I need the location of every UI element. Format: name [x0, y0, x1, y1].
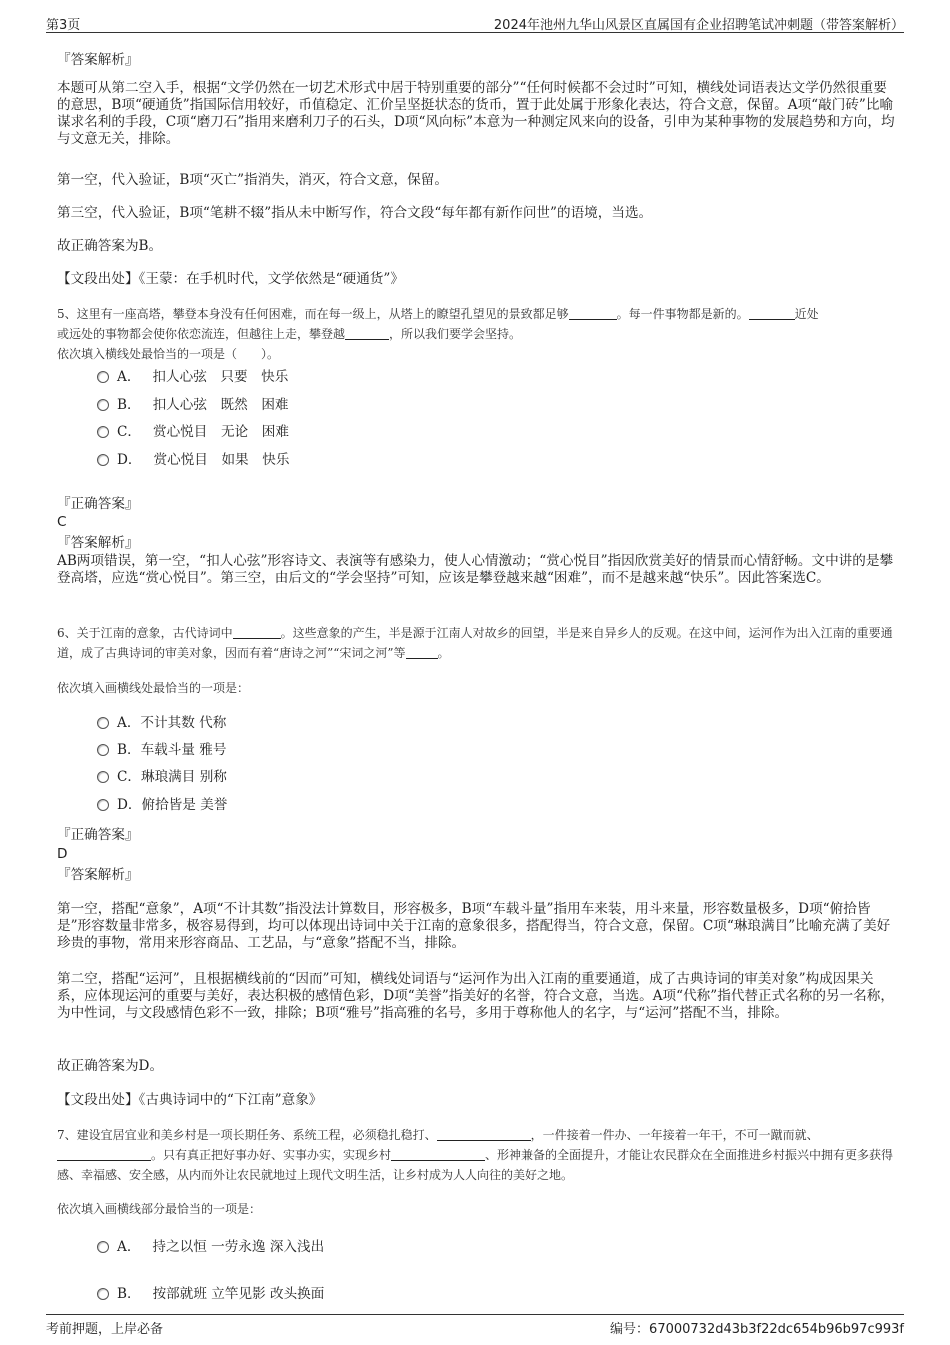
radio-icon[interactable] [97, 771, 109, 783]
radio-icon[interactable] [97, 1288, 109, 1300]
radio-icon[interactable] [97, 717, 109, 729]
q6-analysis-p2: 第二空，搭配“运河”，且根据横线前的“因而”可知，横线处词语与“运河作为出入江南的重要通道，成了古典诗词的审美对象”构成因果关系，应体现运河的重要与美好，表达积极的感情色彩，D项“美誉”指美好的名誉，符合文意，当选。A项“代称”指代替正式名称的另一名称，为中性词，与文段感情色彩不一致，排除；B项“雅号”指高雅的名号，多用于尊称他人的名字，与“运河”搭配不当，排除。 [57, 971, 894, 1021]
q6-source: 【文段出处】《古典诗词中的“下江南”意象》 [57, 1092, 323, 1108]
q7-option-a[interactable]: A． 持之以恒 一劳永逸 深入浅出 [97, 1238, 324, 1256]
radio-icon[interactable] [97, 1241, 109, 1253]
q5-stem: 5、这里有一座高塔，攀登本身没有任何困难，而在每一级上，从塔上的瞭望孔望见的景致都足够 。每一件事物都是新的。 近处 或远处的事物都会使你依恋流连，但越往上走，攀登越 ，所以我们要学会坚持。 依次填入横线处最恰当的一项是（ ）。 [57, 307, 819, 361]
q6-stem: 6、关于江南的意象，古代诗词中 。这些意象的产生，半是源于江南人对故乡的回望，半是来自异乡人的反观。在这中间，运河作为出入江南的重要通道，成了古典诗词的审美对象，因而有着“唐诗之河”“宋词之河”等 。 [57, 626, 893, 660]
q4-analysis-p2: 第一空，代入验证，B项“灭亡”指消失，消灭，符合文意，保留。 [57, 172, 448, 188]
q4-analysis-p3: 第三空，代入验证，B项“笔耕不辍”指从未中断写作，符合文段“每年都有新作问世”的语境，当选。 [57, 205, 653, 221]
q4-analysis-p4: 故正确答案为B。 [57, 238, 163, 254]
page-header [46, 10, 904, 33]
radio-icon[interactable] [97, 454, 109, 466]
q5-answer: C [57, 514, 67, 530]
q7-stem: 7、建设宜居宜业和美乡村是一项长期任务、系统工程，必须稳扎稳打、 ，一件接着一件办、一年接着一年干，不可一蹴而就、。只有真正把好事办好、实事办实，实现乡村 、形神兼备的全面提升，才能让农民群众在全面推进乡村振兴中拥有更多获得感、幸福感、安全感，从内而外让农民就地过上现代文明生活，让乡村成为人人向往的美好之地。 [57, 1128, 894, 1182]
q6-analysis-p3: 故正确答案为D。 [57, 1058, 164, 1074]
q5-option-d[interactable]: D． 赏心悦目 如果 快乐 [97, 451, 289, 469]
q7-blank-2[interactable] [57, 1147, 151, 1161]
radio-icon[interactable] [97, 744, 109, 756]
q7-option-b[interactable]: B． 按部就班 立竿见影 改头换面 [97, 1285, 324, 1303]
q5-analysis-label: 『答案解析』 [57, 535, 139, 551]
q4-source: 【文段出处】《王蒙：在手机时代，文学依然是“硬通货”》 [57, 271, 404, 287]
radio-icon[interactable] [97, 399, 109, 411]
q7-blank-1[interactable] [437, 1127, 531, 1141]
document-code: 编号：67000732d43b3f22dc654b96b97c993f [610, 1322, 904, 1337]
q6-blank-1[interactable] [233, 625, 281, 639]
footer-slogan: 考前押题，上岸必备 [46, 1322, 164, 1337]
q7-blank-3[interactable] [391, 1147, 485, 1161]
page-number: 第3页 [46, 18, 81, 33]
radio-icon[interactable] [97, 799, 109, 811]
q4-analysis-label: 『答案解析』 [57, 52, 139, 68]
radio-icon[interactable] [97, 371, 109, 383]
q5-analysis: AB两项错误，第一空，“扣人心弦”形容诗文、表演等有感染力，使人心情激动；“赏心悦目”指因欣赏美好的情景而心情舒畅。文中讲的是攀登高塔，应选“赏心悦目”。第三空，由后文的“学会坚持”可知，应该是攀登越来越“困难”，而不是越来越“快乐”。因此答案选C。 [57, 553, 894, 586]
q5-option-b[interactable]: B． 扣人心弦 既然 困难 [97, 396, 289, 414]
q5-blank-2[interactable] [749, 306, 795, 320]
q5-option-c[interactable]: C． 赏心悦目 无论 困难 [97, 423, 289, 441]
q6-answer: D [57, 846, 68, 862]
q5-blank-1[interactable] [569, 306, 617, 320]
q6-analysis-p1: 第一空，搭配“意象”，A项“不计其数”指没法计算数目，形容极多，B项“车载斗量”指用车来装，用斗来量，形容数量极多，D项“俯拾皆是”形容数量非常多，极容易得到，均可以体现出诗词中关于江南的意象很多，搭配得当，符合文意，保留。C项“琳琅满目”比喻充满了美好珍贵的事物，常用来形容商品、工艺品，与“意象”搭配不当，排除。 [57, 901, 891, 951]
q6-option-c[interactable]: C．琳琅满目 别称 [97, 768, 227, 786]
q6-option-a[interactable]: A．不计其数 代称 [97, 714, 226, 732]
page-footer [46, 1314, 904, 1337]
q6-answer-label: 『正确答案』 [57, 827, 139, 843]
q6-blank-2[interactable] [406, 645, 438, 659]
q6-ask: 依次填入画横线处最恰当的一项是： [57, 681, 250, 695]
q6-analysis-label: 『答案解析』 [57, 867, 139, 883]
radio-icon[interactable] [97, 426, 109, 438]
q5-blank-3[interactable] [345, 326, 389, 340]
q6-option-b[interactable]: B．车载斗量 雅号 [97, 741, 226, 759]
q4-analysis-p1: 本题可从第二空入手，根据“文学仍然在一切艺术形式中居于特别重要的部分”“任何时候都不会过时”可知，横线处词语表达文学仍然很重要的意思，B项“硬通货”指国际信用较好，币值稳定、汇价呈坚挺状态的货币，置于此处属于形象化表达，符合文意，保留。A项“敲门砖”比喻谋求名利的手段，C项“磨刀石”指用来磨利刀子的石头，D项“风向标”本意为一种测定风来向的设备，引申为某种事物的发展趋势和方向，均与文意无关，排除。 [57, 80, 895, 147]
q6-option-d[interactable]: D．俯拾皆是 美誉 [97, 796, 227, 814]
q5-answer-label: 『正确答案』 [57, 496, 139, 512]
q5-option-a[interactable]: A． 扣人心弦 只要 快乐 [97, 368, 288, 386]
q7-ask: 依次填入画横线部分最恰当的一项是： [57, 1202, 262, 1216]
document-title: 2024年池州九华山风景区直属国有企业招聘笔试冲刺题（带答案解析） [493, 18, 904, 33]
